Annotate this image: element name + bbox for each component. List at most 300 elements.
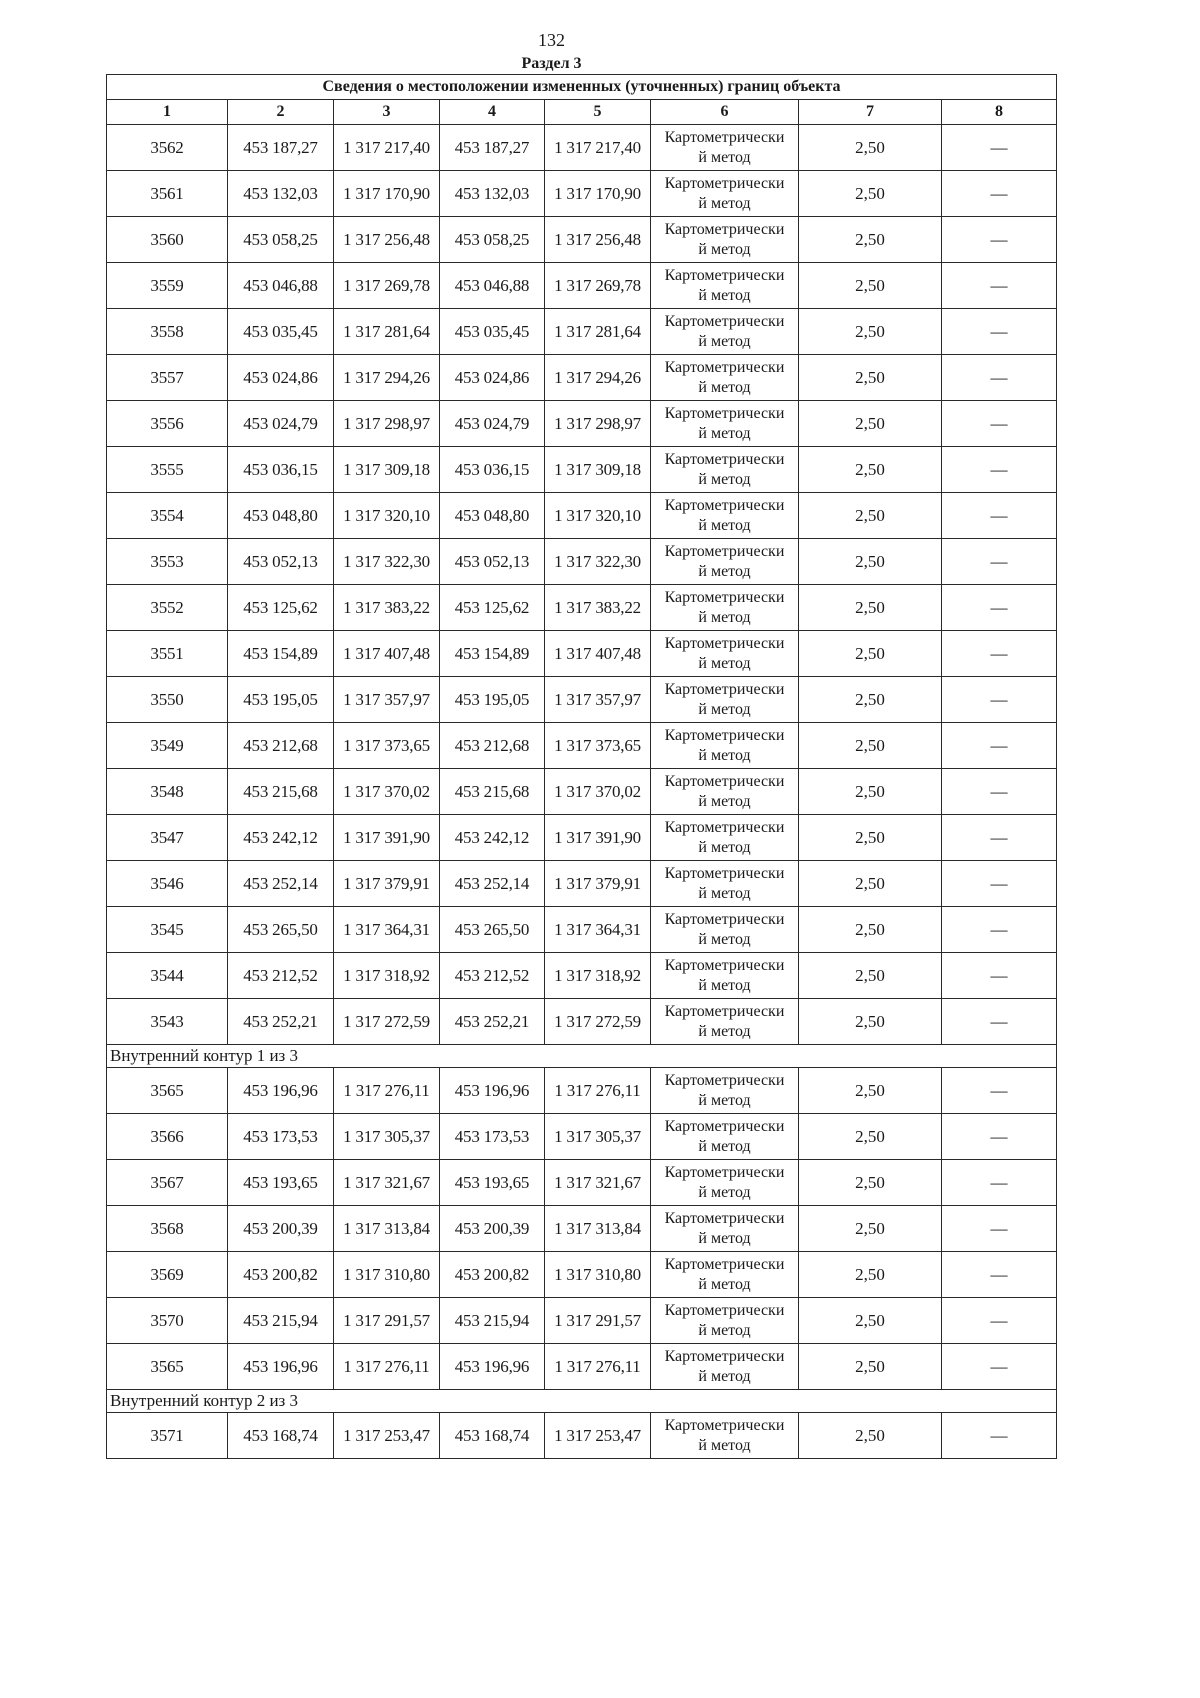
x-old-cell: 453 195,05 [228, 677, 334, 723]
x-new-cell: 453 252,14 [440, 861, 545, 907]
point-number-cell: 3550 [107, 677, 228, 723]
description-cell: — [942, 953, 1057, 999]
description-cell: — [942, 1344, 1057, 1390]
y-new-cell: 1 317 253,47 [545, 1413, 651, 1459]
description-cell: — [942, 769, 1057, 815]
method-text-line2: й метод [698, 1275, 751, 1293]
x-old-cell: 453 200,82 [228, 1252, 334, 1298]
method-cell [651, 723, 799, 769]
accuracy-cell: 2,50 [799, 585, 942, 631]
method-text-line2: й метод [698, 1137, 751, 1155]
method-cell [651, 585, 799, 631]
method-text-line1: Картометрически [664, 772, 785, 790]
method-cell [651, 1160, 799, 1206]
description-cell: — [942, 1114, 1057, 1160]
x-new-cell: 453 200,82 [440, 1252, 545, 1298]
description-cell: — [942, 355, 1057, 401]
y-old-cell: 1 317 298,97 [334, 401, 440, 447]
table-row [107, 217, 1057, 263]
method-cell [651, 355, 799, 401]
accuracy-cell: 2,50 [799, 355, 942, 401]
description-cell: — [942, 401, 1057, 447]
method-text-line1: Картометрически [664, 266, 785, 284]
table-row [107, 1298, 1057, 1344]
point-number-cell: 3559 [107, 263, 228, 309]
method-cell [651, 539, 799, 585]
y-old-cell: 1 317 217,40 [334, 125, 440, 171]
method-text-line1: Картометрически [664, 726, 785, 744]
method-text-line1: Картометрически [664, 404, 785, 422]
method-text-line2: й метод [698, 286, 751, 304]
x-old-cell: 453 196,96 [228, 1344, 334, 1390]
description-cell: — [942, 907, 1057, 953]
description-cell: — [942, 447, 1057, 493]
description-cell: — [942, 677, 1057, 723]
x-new-cell: 453 052,13 [440, 539, 545, 585]
x-new-cell: 453 132,03 [440, 171, 545, 217]
point-number-cell: 3556 [107, 401, 228, 447]
point-number-cell: 3560 [107, 217, 228, 263]
y-old-cell: 1 317 294,26 [334, 355, 440, 401]
accuracy-cell: 2,50 [799, 125, 942, 171]
table-row [107, 1068, 1057, 1114]
x-old-cell: 453 215,68 [228, 769, 334, 815]
description-cell: — [942, 1413, 1057, 1459]
method-text-line2: й метод [698, 194, 751, 212]
x-old-cell: 453 173,53 [228, 1114, 334, 1160]
method-text-line2: й метод [698, 332, 751, 350]
x-old-cell: 453 046,88 [228, 263, 334, 309]
x-new-cell: 453 046,88 [440, 263, 545, 309]
accuracy-cell: 2,50 [799, 1413, 942, 1459]
method-text-line1: Картометрически [664, 542, 785, 560]
point-number-cell: 3552 [107, 585, 228, 631]
table-row [107, 1160, 1057, 1206]
method-text-line2: й метод [698, 240, 751, 258]
table-row [107, 907, 1057, 953]
y-new-cell: 1 317 391,90 [545, 815, 651, 861]
y-old-cell: 1 317 272,59 [334, 999, 440, 1045]
x-old-cell: 453 200,39 [228, 1206, 334, 1252]
method-text-line2: й метод [698, 470, 751, 488]
accuracy-cell: 2,50 [799, 1068, 942, 1114]
method-text-line1: Картометрически [664, 450, 785, 468]
point-number-cell: 3553 [107, 539, 228, 585]
method-text-line2: й метод [698, 516, 751, 534]
description-cell: — [942, 585, 1057, 631]
point-number-cell: 3557 [107, 355, 228, 401]
method-cell [651, 769, 799, 815]
accuracy-cell: 2,50 [799, 171, 942, 217]
accuracy-cell: 2,50 [799, 1298, 942, 1344]
table-row [107, 631, 1057, 677]
method-cell [651, 815, 799, 861]
method-cell [651, 125, 799, 171]
method-cell [651, 263, 799, 309]
table-row [107, 723, 1057, 769]
method-text-line1: Картометрически [664, 220, 785, 238]
method-cell [651, 217, 799, 263]
x-old-cell: 453 187,27 [228, 125, 334, 171]
method-text-line1: Картометрически [664, 956, 785, 974]
x-new-cell: 453 215,94 [440, 1298, 545, 1344]
column-number: 3 [334, 100, 440, 125]
method-text-line1: Картометрически [664, 1209, 785, 1227]
x-new-cell: 453 212,52 [440, 953, 545, 999]
method-text-line1: Картометрически [664, 1347, 785, 1365]
method-text-line2: й метод [698, 1022, 751, 1040]
table-row [107, 585, 1057, 631]
description-cell: — [942, 171, 1057, 217]
y-old-cell: 1 317 276,11 [334, 1344, 440, 1390]
point-number-cell: 3570 [107, 1298, 228, 1344]
method-text-line1: Картометрически [664, 312, 785, 330]
method-text-line1: Картометрически [664, 496, 785, 514]
x-old-cell: 453 132,03 [228, 171, 334, 217]
accuracy-cell: 2,50 [799, 493, 942, 539]
table-row [107, 539, 1057, 585]
accuracy-cell: 2,50 [799, 263, 942, 309]
table-row [107, 1344, 1057, 1390]
x-old-cell: 453 252,21 [228, 999, 334, 1045]
table-caption-row [107, 75, 1057, 100]
y-new-cell: 1 317 170,90 [545, 171, 651, 217]
method-cell [651, 401, 799, 447]
y-new-cell: 1 317 373,65 [545, 723, 651, 769]
boundary-table [106, 74, 1057, 1459]
description-cell: — [942, 539, 1057, 585]
y-new-cell: 1 317 305,37 [545, 1114, 651, 1160]
y-old-cell: 1 317 291,57 [334, 1298, 440, 1344]
method-cell [651, 861, 799, 907]
description-cell: — [942, 1252, 1057, 1298]
method-text-line2: й метод [698, 654, 751, 672]
point-number-cell: 3567 [107, 1160, 228, 1206]
y-new-cell: 1 317 320,10 [545, 493, 651, 539]
x-new-cell: 453 125,62 [440, 585, 545, 631]
x-new-cell: 453 036,15 [440, 447, 545, 493]
method-cell [651, 1298, 799, 1344]
y-new-cell: 1 317 313,84 [545, 1206, 651, 1252]
x-old-cell: 453 024,79 [228, 401, 334, 447]
method-text-line2: й метод [698, 1321, 751, 1339]
column-number: 1 [107, 100, 228, 125]
y-old-cell: 1 317 321,67 [334, 1160, 440, 1206]
description-cell: — [942, 125, 1057, 171]
description-cell: — [942, 723, 1057, 769]
method-text-line2: й метод [698, 148, 751, 166]
point-number-cell: 3555 [107, 447, 228, 493]
method-text-line1: Картометрически [664, 1117, 785, 1135]
x-old-cell: 453 154,89 [228, 631, 334, 677]
accuracy-cell: 2,50 [799, 1344, 942, 1390]
method-cell [651, 171, 799, 217]
x-new-cell: 453 242,12 [440, 815, 545, 861]
method-cell [651, 493, 799, 539]
accuracy-cell: 2,50 [799, 1252, 942, 1298]
y-old-cell: 1 317 170,90 [334, 171, 440, 217]
accuracy-cell: 2,50 [799, 447, 942, 493]
method-cell [651, 447, 799, 493]
accuracy-cell: 2,50 [799, 1206, 942, 1252]
description-cell: — [942, 861, 1057, 907]
x-new-cell: 453 212,68 [440, 723, 545, 769]
x-old-cell: 453 052,13 [228, 539, 334, 585]
column-number: 5 [545, 100, 651, 125]
contour-label: Внутренний контур 1 из 3 [107, 1045, 1057, 1068]
accuracy-cell: 2,50 [799, 1160, 942, 1206]
y-old-cell: 1 317 276,11 [334, 1068, 440, 1114]
x-new-cell: 453 215,68 [440, 769, 545, 815]
point-number-cell: 3562 [107, 125, 228, 171]
x-new-cell: 453 048,80 [440, 493, 545, 539]
description-cell: — [942, 217, 1057, 263]
method-cell [651, 1068, 799, 1114]
method-text-line1: Картометрически [664, 680, 785, 698]
accuracy-cell: 2,50 [799, 999, 942, 1045]
method-text-line2: й метод [698, 1436, 751, 1454]
description-cell: — [942, 631, 1057, 677]
accuracy-cell: 2,50 [799, 309, 942, 355]
method-text-line1: Картометрически [664, 1255, 785, 1273]
y-old-cell: 1 317 322,30 [334, 539, 440, 585]
table-row [107, 815, 1057, 861]
point-number-cell: 3554 [107, 493, 228, 539]
y-new-cell: 1 317 294,26 [545, 355, 651, 401]
point-number-cell: 3547 [107, 815, 228, 861]
method-text-line1: Картометрически [664, 1002, 785, 1020]
y-new-cell: 1 317 370,02 [545, 769, 651, 815]
x-new-cell: 453 168,74 [440, 1413, 545, 1459]
method-text-line2: й метод [698, 838, 751, 856]
method-cell [651, 1114, 799, 1160]
column-number: 2 [228, 100, 334, 125]
point-number-cell: 3568 [107, 1206, 228, 1252]
y-old-cell: 1 317 364,31 [334, 907, 440, 953]
table-row [107, 1206, 1057, 1252]
y-new-cell: 1 317 322,30 [545, 539, 651, 585]
table-row [107, 263, 1057, 309]
table-row [107, 401, 1057, 447]
x-new-cell: 453 265,50 [440, 907, 545, 953]
y-new-cell: 1 317 407,48 [545, 631, 651, 677]
table-row [107, 1114, 1057, 1160]
x-old-cell: 453 212,68 [228, 723, 334, 769]
y-new-cell: 1 317 321,67 [545, 1160, 651, 1206]
description-cell: — [942, 309, 1057, 355]
y-new-cell: 1 317 276,11 [545, 1068, 651, 1114]
x-old-cell: 453 058,25 [228, 217, 334, 263]
accuracy-cell: 2,50 [799, 539, 942, 585]
x-old-cell: 453 035,45 [228, 309, 334, 355]
method-text-line1: Картометрически [664, 910, 785, 928]
column-numbers-row [107, 100, 1057, 125]
point-number-cell: 3544 [107, 953, 228, 999]
y-old-cell: 1 317 305,37 [334, 1114, 440, 1160]
table-row [107, 861, 1057, 907]
method-text-line2: й метод [698, 1091, 751, 1109]
y-old-cell: 1 317 320,10 [334, 493, 440, 539]
method-text-line2: й метод [698, 562, 751, 580]
point-number-cell: 3558 [107, 309, 228, 355]
point-number-cell: 3569 [107, 1252, 228, 1298]
x-old-cell: 453 048,80 [228, 493, 334, 539]
method-text-line2: й метод [698, 424, 751, 442]
contour-label: Внутренний контур 2 из 3 [107, 1390, 1057, 1413]
accuracy-cell: 2,50 [799, 769, 942, 815]
y-new-cell: 1 317 309,18 [545, 447, 651, 493]
y-new-cell: 1 317 276,11 [545, 1344, 651, 1390]
column-number: 8 [942, 100, 1057, 125]
method-cell [651, 309, 799, 355]
method-text-line2: й метод [698, 930, 751, 948]
accuracy-cell: 2,50 [799, 861, 942, 907]
y-new-cell: 1 317 364,31 [545, 907, 651, 953]
y-old-cell: 1 317 269,78 [334, 263, 440, 309]
page-number: 132 [538, 30, 565, 50]
column-number: 6 [651, 100, 799, 125]
x-new-cell: 453 193,65 [440, 1160, 545, 1206]
method-text-line2: й метод [698, 1183, 751, 1201]
accuracy-cell: 2,50 [799, 953, 942, 999]
y-old-cell: 1 317 309,18 [334, 447, 440, 493]
accuracy-cell: 2,50 [799, 723, 942, 769]
method-cell [651, 999, 799, 1045]
method-text-line2: й метод [698, 1229, 751, 1247]
description-cell: — [942, 1068, 1057, 1114]
y-old-cell: 1 317 318,92 [334, 953, 440, 999]
method-text-line1: Картометрически [664, 1163, 785, 1181]
x-old-cell: 453 252,14 [228, 861, 334, 907]
point-number-cell: 3543 [107, 999, 228, 1045]
y-old-cell: 1 317 357,97 [334, 677, 440, 723]
accuracy-cell: 2,50 [799, 217, 942, 263]
table-caption: Сведения о местоположении измененных (уточненных) границ объекта [107, 75, 1057, 100]
method-text-line2: й метод [698, 976, 751, 994]
method-text-line1: Картометрически [664, 174, 785, 192]
table-row [107, 125, 1057, 171]
table-row [107, 677, 1057, 723]
method-text-line2: й метод [698, 608, 751, 626]
table-row [107, 999, 1057, 1045]
point-number-cell: 3565 [107, 1068, 228, 1114]
y-new-cell: 1 317 291,57 [545, 1298, 651, 1344]
method-cell [651, 631, 799, 677]
table-row [107, 769, 1057, 815]
method-text-line1: Картометрически [664, 818, 785, 836]
y-new-cell: 1 317 217,40 [545, 125, 651, 171]
point-number-cell: 3546 [107, 861, 228, 907]
accuracy-cell: 2,50 [799, 631, 942, 677]
method-text-line2: й метод [698, 1367, 751, 1385]
x-new-cell: 453 035,45 [440, 309, 545, 355]
y-old-cell: 1 317 391,90 [334, 815, 440, 861]
y-new-cell: 1 317 269,78 [545, 263, 651, 309]
description-cell: — [942, 493, 1057, 539]
method-text-line2: й метод [698, 792, 751, 810]
y-new-cell: 1 317 298,97 [545, 401, 651, 447]
method-text-line1: Картометрически [664, 1071, 785, 1089]
method-cell [651, 953, 799, 999]
table-row [107, 1252, 1057, 1298]
method-text-line1: Картометрически [664, 1301, 785, 1319]
table-row [107, 1413, 1057, 1459]
description-cell: — [942, 1206, 1057, 1252]
x-new-cell: 453 187,27 [440, 125, 545, 171]
column-number: 4 [440, 100, 545, 125]
table-row [107, 355, 1057, 401]
y-old-cell: 1 317 407,48 [334, 631, 440, 677]
x-new-cell: 453 024,86 [440, 355, 545, 401]
x-new-cell: 453 058,25 [440, 217, 545, 263]
accuracy-cell: 2,50 [799, 815, 942, 861]
table-row [107, 447, 1057, 493]
point-number-cell: 3566 [107, 1114, 228, 1160]
table-row [107, 309, 1057, 355]
method-text-line2: й метод [698, 884, 751, 902]
description-cell: — [942, 815, 1057, 861]
y-old-cell: 1 317 383,22 [334, 585, 440, 631]
method-cell [651, 1413, 799, 1459]
x-new-cell: 453 252,21 [440, 999, 545, 1045]
method-cell [651, 907, 799, 953]
x-old-cell: 453 168,74 [228, 1413, 334, 1459]
y-old-cell: 1 317 379,91 [334, 861, 440, 907]
method-text-line1: Картометрически [664, 358, 785, 376]
x-new-cell: 453 200,39 [440, 1206, 545, 1252]
table-row [107, 171, 1057, 217]
accuracy-cell: 2,50 [799, 907, 942, 953]
y-new-cell: 1 317 357,97 [545, 677, 651, 723]
description-cell: — [942, 999, 1057, 1045]
x-old-cell: 453 024,86 [228, 355, 334, 401]
method-cell [651, 1344, 799, 1390]
x-new-cell: 453 195,05 [440, 677, 545, 723]
contour-label-row [107, 1390, 1057, 1413]
x-new-cell: 453 024,79 [440, 401, 545, 447]
table-row [107, 493, 1057, 539]
method-text-line2: й метод [698, 746, 751, 764]
y-old-cell: 1 317 310,80 [334, 1252, 440, 1298]
method-text-line2: й метод [698, 700, 751, 718]
point-number-cell: 3551 [107, 631, 228, 677]
x-old-cell: 453 242,12 [228, 815, 334, 861]
x-new-cell: 453 196,96 [440, 1344, 545, 1390]
y-new-cell: 1 317 318,92 [545, 953, 651, 999]
method-cell [651, 1252, 799, 1298]
point-number-cell: 3545 [107, 907, 228, 953]
y-new-cell: 1 317 379,91 [545, 861, 651, 907]
y-old-cell: 1 317 256,48 [334, 217, 440, 263]
method-text-line2: й метод [698, 378, 751, 396]
section-title: Раздел 3 [521, 55, 582, 72]
x-old-cell: 453 265,50 [228, 907, 334, 953]
y-new-cell: 1 317 310,80 [545, 1252, 651, 1298]
y-old-cell: 1 317 313,84 [334, 1206, 440, 1252]
method-text-line1: Картометрически [664, 634, 785, 652]
method-cell [651, 1206, 799, 1252]
point-number-cell: 3571 [107, 1413, 228, 1459]
point-number-cell: 3561 [107, 171, 228, 217]
method-text-line1: Картометрически [664, 128, 785, 146]
y-old-cell: 1 317 373,65 [334, 723, 440, 769]
method-text-line1: Картометрически [664, 1416, 785, 1434]
column-number: 7 [799, 100, 942, 125]
point-number-cell: 3565 [107, 1344, 228, 1390]
x-old-cell: 453 196,96 [228, 1068, 334, 1114]
method-cell [651, 677, 799, 723]
x-new-cell: 453 196,96 [440, 1068, 545, 1114]
